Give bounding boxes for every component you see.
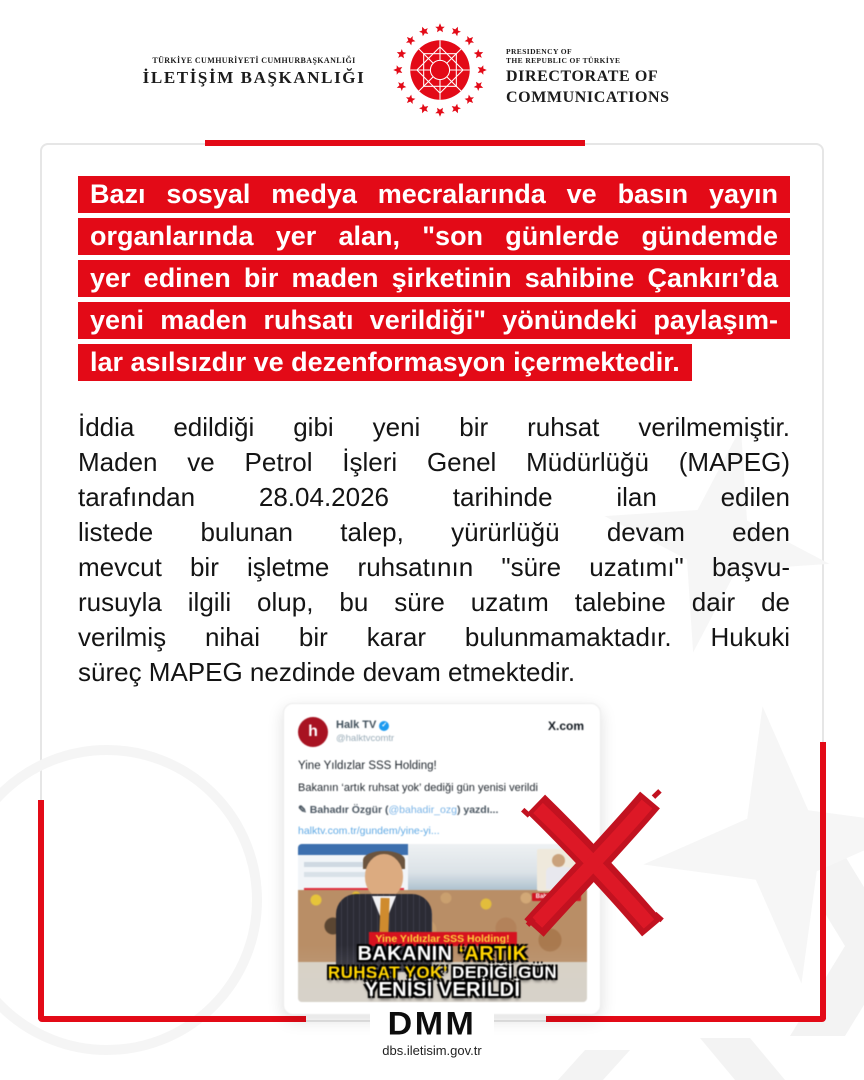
byline-text: Bahadır Özgür ( [306, 804, 389, 816]
verified-badge-icon: ✓ [379, 721, 389, 731]
halk-tv-avatar: h [298, 717, 328, 747]
statement-line: süreç MAPEG nezdinde devam etmektedir. [78, 657, 576, 687]
byline-text: ) yazdı... [456, 804, 499, 816]
statement-line: rusuyla ilgili olup, bu süre uzatım talebine dair de [78, 587, 790, 617]
statement-line: İddia edildiği gibi yeni bir ruhsat verilmemiştir. [78, 412, 790, 442]
news-headline [298, 945, 587, 1002]
statement-line: verilmiş nihai bir karar bulunmamaktadır. Hukuki [78, 622, 790, 652]
logo-text-tiny: PRESIDENCY OF [506, 47, 572, 56]
headline-white-text: BAKANIN [357, 943, 459, 965]
headline-line-1 [298, 945, 587, 964]
statement-paragraph [78, 410, 790, 690]
statement-line: tarafından 28.04.2026 tarihinde ilan edilen [78, 482, 790, 512]
headline-yellow-text: RUHSAT YOK’ [327, 963, 447, 982]
iletisim-baskanligi-logo [128, 56, 380, 88]
news-kicker-caption: Yine Yıldızlar SSS Holding! [368, 932, 516, 946]
directorate-of-communications-logo [506, 47, 670, 107]
tweet-source-label: X.com [547, 719, 584, 733]
logo-text-tiny: THE REPUBLIC OF TÜRKİYE [506, 56, 621, 65]
tweet-link: halktv.com.tr/gundem/yine-yi... [298, 825, 440, 837]
headline-yellow-text: ‘ARTIK [458, 943, 528, 965]
claim-headline [78, 176, 790, 386]
headline-line-3 [298, 981, 587, 1000]
dmm-logo: DMM [370, 1007, 495, 1042]
card-accent-right [820, 742, 826, 1019]
red-x-debunk-mark [518, 782, 668, 944]
logo-text-big: DIRECTORATE OF [506, 68, 659, 85]
footer [0, 1006, 864, 1058]
columnist-name-tag: Bahadır Özgür [532, 893, 581, 901]
claim-line: lar asılsızdır ve dezenformasyon içermektedir. [78, 344, 692, 381]
tweet-author-handle: @halktvcomtr [336, 733, 395, 744]
tie [379, 898, 389, 934]
face [365, 854, 403, 898]
logo-text-big: COMMUNICATIONS [506, 89, 670, 106]
card-accent-left [38, 800, 44, 1019]
claim-line: organlarında yer alan, "son günlerde gündemde [78, 218, 790, 255]
author-name-text: Halk TV [336, 719, 377, 731]
statement-line: listede bulunan talep, yürürlüğü devam eden [78, 517, 790, 547]
byline-handle: @bahadir_ozg [388, 804, 457, 816]
statement-line: mevcut bir işletme ruhsatının "süre uzatımı" başvu- [78, 552, 790, 582]
headline-white-text: YENİSİ VERİLDİ [364, 979, 521, 1001]
logo-text-big: İLETİŞİM BAŞKANLIĞI [142, 68, 366, 87]
tweet-byline [298, 804, 498, 816]
claim-line: Bazı sosyal medya mecralarında ve basın yayın [78, 176, 790, 213]
card-accent-top [205, 140, 585, 146]
tweet-author-name [336, 719, 389, 731]
statement-line: Maden ve Petrol İşleri Genel Müdürlüğü (MAPEG) [78, 447, 790, 477]
logo-text-small: TÜRKİYE CUMHURİYETİ CUMHURBAŞKANLIĞI [152, 56, 356, 65]
tweet-text-line: Yine Yıldızlar SSS Holding! [298, 760, 437, 772]
headline-white-text: DEDİĞİ GÜN [446, 963, 558, 982]
pencil-icon: ✎ [298, 804, 307, 816]
claim-line: yer edinen bir maden şirketinin sahibine Çankırı’da [78, 260, 790, 297]
directorate-emblem-icon [392, 22, 488, 118]
dmm-url: dbs.iletisim.gov.tr [382, 1043, 482, 1058]
claim-line: yeni maden ruhsatı verildiği" yönündeki paylaşım- [78, 302, 790, 339]
tweet-text-line: Bakanın ‘artık ruhsat yok’ dediği gün yenisi verildi [298, 782, 538, 794]
